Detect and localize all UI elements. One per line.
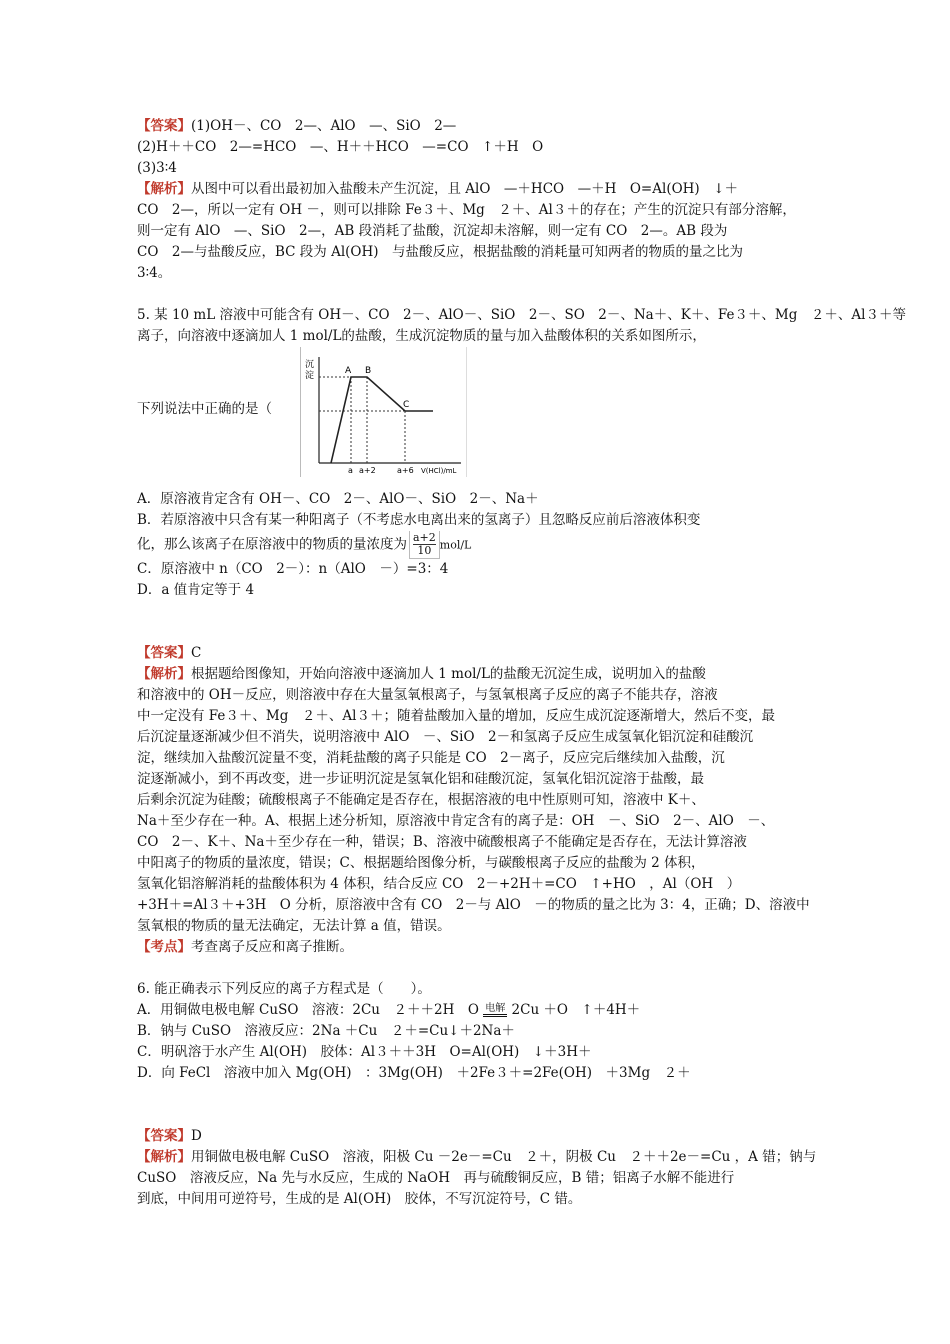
q5-option-b-line-1: B．若原溶液中只含有某一种阳离子（不考虑水电离出来的氢离子）且忽略反应前后溶液体积变	[137, 512, 701, 528]
q5-analysis-tag: 【解析】	[137, 666, 191, 682]
q6-analysis-text-1: 用铜做电极电解 CuSO 溶液，阳极 Cu －2e－=Cu ２＋，阴极 Cu ２＋＋2e－=Cu ，A 错；钠与	[191, 1149, 817, 1165]
q5-analysis-line-5: 淀，继续加入盐酸沉淀量不变，消耗盐酸的离子只能是 CO 2－离子，反应完后继续加入盐酸，沉	[137, 750, 725, 766]
fraction-unit: mol/L	[439, 538, 472, 552]
q6-answer-line	[137, 1126, 817, 1147]
q6-option-a	[137, 1000, 817, 1021]
q5-option-b-line-2	[137, 531, 817, 559]
q5-analysis-line-11: 氢氧化铝溶解消耗的盐酸体积为 4 体积，结合反应 CO 2－+2H＋=CO ↑+HO ，Al（OH ）	[137, 876, 741, 892]
spacer	[137, 477, 817, 489]
q5-answer-line	[137, 643, 817, 664]
answer-line-3: (3)3∶4	[137, 160, 177, 176]
q6-answer-tag: 【答案】	[137, 1128, 191, 1144]
q6-option-d: D．向 FeCl 溶液中加入 Mg(OH) ：3Mg(OH) ＋2Fe３＋=2Fe(OH) ＋3Mg ２＋	[137, 1065, 691, 1081]
analysis-text-1: 从图中可以看出最初加入盐酸未产生沉淀，且 AlO —＋HCO —＋H O=Al(OH) ↓＋	[191, 181, 738, 197]
analysis-line-2: CO 2—，所以一定有 OH －，则可以排除 Fe３＋、Mg ２＋、Al３＋的存在；产生的沉淀只有部分溶解，	[137, 202, 796, 218]
q6-option-a-pre: A．用铜做电极电解 CuSO 溶液：2Cu ２＋＋2H O	[137, 1002, 479, 1018]
q6-stem: 6. 能正确表示下列反应的离子方程式是（ ）。	[137, 981, 431, 997]
q5-analysis-line-3: 中一定没有 Fe３＋、Mg ２＋、Al３＋；随着盐酸加入量的增加，反应生成沉淀逐渐增大，然后不变，最	[137, 708, 775, 724]
q5-stem-with-graph	[137, 347, 817, 477]
analysis-tag: 【解析】	[137, 181, 191, 197]
point-b-label: B	[365, 366, 372, 376]
q5-analysis-line-7: 后剩余沉淀为硅酸；硫酸根离子不能确定是否存在，根据溶液的电中性原则可知，溶液中 K＋、	[137, 792, 705, 808]
q5-answer-tag: 【答案】	[137, 645, 191, 661]
q5-analysis-line-9: CO 2－、K＋、Na＋至少存在一种，错误；B、溶液中硫酸根离子不能确定是否存在，无法计算溶液	[137, 834, 747, 850]
q6-analysis-line-2: CuSO 溶液反应，Na 先与水反应，生成的 NaOH 再与硫酸铜反应，B 错；铝离子水解不能进行	[137, 1170, 735, 1186]
spacer	[137, 1084, 817, 1126]
spacer	[137, 958, 817, 979]
analysis-line-1	[137, 179, 817, 200]
q5-analysis-line-8: Na＋至少存在一种。A、根据上述分析知，原溶液中肯定含有的离子是：OH －、SiO 2－、AlO －、	[137, 813, 775, 829]
precipitate-volume-graph	[301, 347, 466, 477]
answer-line-2: (2)H＋＋CO 2—=HCO —、H＋＋HCO —=CO ↑＋H O	[137, 139, 544, 155]
y-label-1: 沉	[305, 360, 315, 370]
y-label-2: 淀	[305, 371, 315, 381]
q5-analysis-line-2: 和溶液中的 OH－反应，则溶液中存在大量氢氧根离子，与氢氧根离子反应的离子不能共存，溶液	[137, 687, 718, 703]
q6-analysis-line-3: 到底，中间用可逆符号，生成的是 Al(OH) 胶体，不写沉淀符号，C 错。	[137, 1191, 582, 1207]
x-axis-label: V(HCl)/mL	[421, 467, 457, 475]
analysis-line-5: 3∶4。	[137, 265, 172, 281]
q6-analysis-line-1	[137, 1147, 817, 1168]
q5-analysis-line-10: 中阳离子的物质的量浓度，错误；C、根据题给图像分析，与碳酸根离子反应的盐酸为 2 体积，	[137, 855, 705, 871]
q6-analysis-tag: 【解析】	[137, 1149, 191, 1165]
q5-answer: C	[191, 645, 202, 661]
q5-stem-line-3: 下列说法中正确的是（	[137, 401, 272, 417]
q5-option-b-text: 化，那么该离子在原溶液中的物质的量浓度为	[137, 536, 407, 553]
answer-tag: 【答案】	[137, 118, 191, 134]
x-tick-a: a	[348, 466, 353, 475]
analysis-line-3: 则一定有 AlO —、SiO 2—，AB 段消耗了盐酸，沉淀却未溶解，则一定有 CO 2—。AB 段为	[137, 223, 728, 239]
document-page	[137, 116, 906, 1210]
q6-option-a-post: 2Cu ＋O ↑＋4H＋	[511, 1002, 641, 1018]
spacer	[137, 284, 817, 305]
q5-option-c: C．原溶液中 n（CO 2－）：n（AlO －）=3：4	[137, 561, 449, 577]
fraction-numerator: a+2	[413, 531, 436, 544]
spacer	[137, 601, 817, 643]
x-tick-a-plus-2: a+2	[359, 466, 376, 475]
q5-analysis-line-1	[137, 664, 817, 685]
q6-option-c: C．明矾溶于水产生 Al(OH) 胶体：Al３＋＋3H O=Al(OH) ↓＋3H＋	[137, 1044, 592, 1060]
concentration-fraction	[409, 531, 440, 559]
q5-option-d: D．a 值肯定等于 4	[137, 582, 255, 598]
x-tick-a-plus-6: a+6	[397, 466, 414, 475]
q5-analysis-line-13: 氢氧根的物质的量无法确定，无法计算 a 值，错误。	[137, 918, 451, 934]
q5-analysis-line-12: +3H＋=Al３＋+3H O 分析，原溶液中含有 CO 2－与 AlO －的物质的量之比为 3：4，正确；D、溶液中	[137, 897, 810, 913]
answer-line-1	[137, 116, 817, 137]
precipitate-curve	[331, 377, 433, 463]
q5-graph	[300, 347, 467, 477]
q6-option-b: B．钠与 CuSO 溶液反应：2Na ＋Cu ２＋=Cu↓＋2Na＋	[137, 1023, 515, 1039]
answer-text-1: (1)OH－、CO 2—、AlO —、SiO 2—	[191, 118, 457, 134]
q5-analysis-line-6: 淀逐渐减小，到不再改变，进一步证明沉淀是氢氧化铝和硅酸沉淀，氢氧化铝沉淀溶于盐酸，最	[137, 771, 704, 787]
q5-point-tag: 【考点】	[137, 939, 191, 955]
q5-stem-line-2: 离子，向溶液中逐滴加人 1 mol/L的盐酸，生成沉淀物质的量与加入盐酸体积的关系如图所示，	[137, 328, 706, 344]
fraction-denominator: 10	[417, 544, 432, 557]
q5-analysis-text-1: 根据题给图像知，开始向溶液中逐滴加人 1 mol/L的盐酸无沉淀生成，说明加入的盐酸	[191, 666, 706, 682]
q5-stem-line-1: 5. 某 10 mL 溶液中可能含有 OH－、CO 2－、AlO－、SiO 2－、SO 2－、Na＋、K＋、Fe３＋、Mg ２＋、Al３＋等	[137, 307, 906, 323]
point-a-label: A	[345, 366, 352, 376]
q5-analysis-line-4: 后沉淀量逐渐减少但不消失，说明溶液中 AlO －、SiO 2－和氢离子反应生成氢氧化铝沉淀和硅酸沉	[137, 729, 754, 745]
q5-option-a: A．原溶液肯定含有 OH－、CO 2－、AlO－、SiO 2－、Na＋	[137, 491, 539, 507]
q6-answer: D	[191, 1128, 202, 1144]
q5-point-line	[137, 937, 817, 958]
q5-point-text: 考查离子反应和离子推断。	[191, 939, 353, 955]
electrolysis-arrow	[483, 1004, 507, 1017]
point-c-label: C	[403, 400, 410, 410]
electrolysis-label: 电解	[485, 1003, 506, 1014]
analysis-line-4: CO 2—与盐酸反应，BC 段为 Al(OH) 与盐酸反应，根据盐酸的消耗量可知两者的物质的量之比为	[137, 244, 744, 260]
